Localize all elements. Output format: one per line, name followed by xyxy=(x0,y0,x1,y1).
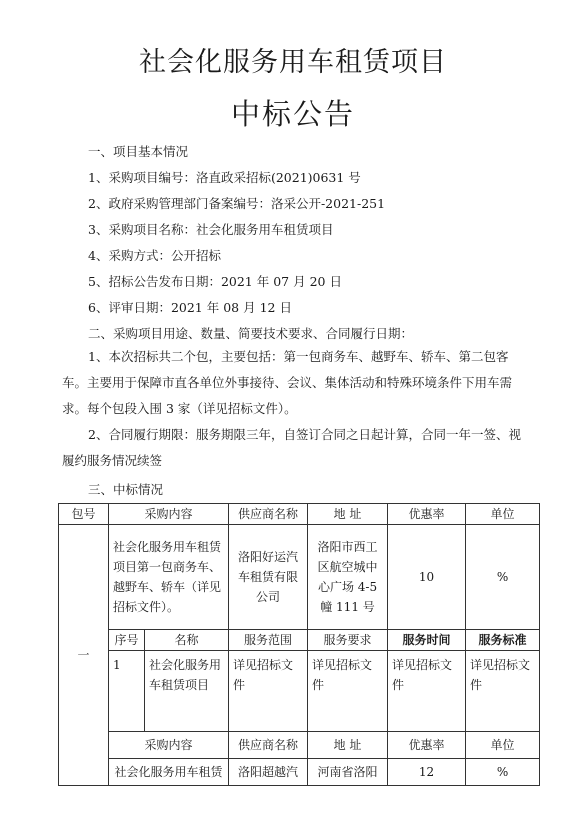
announcement-date: 5、招标公告发布日期：2021 年 07 月 20 日 xyxy=(88,274,342,289)
header2-supplier: 供应商名称 xyxy=(229,732,308,759)
section-2-paragraph-2: 2、合同履行期限：服务期限三年，自签订合同之日起计算，合同一年一签、视履约服务情况续签 xyxy=(62,427,521,468)
rate-cell-2: 12 xyxy=(388,759,466,786)
sub-standard-cell: 详见招标文件 xyxy=(466,651,540,732)
header2-address: 地 址 xyxy=(308,732,388,759)
review-date: 6、评审日期：2021 年 08 月 12 日 xyxy=(88,300,292,315)
section-2-heading: 二、采购项目用途、数量、简要技术要求、合同履行日期： xyxy=(88,326,414,341)
sub-header-row xyxy=(59,630,540,651)
sub-header-name: 名称 xyxy=(145,630,229,651)
sub-header-time: 服务时间 xyxy=(388,630,466,651)
supplier-cell-2: 洛阳超越汽 xyxy=(229,759,308,786)
title-line-1: 社会化服务用车租赁项目 xyxy=(139,47,447,78)
header-unit: 单位 xyxy=(466,504,540,525)
section-2-paragraph-1: 1、本次招标共二个包，主要包括：第一包商务车、越野车、轿车、第二包客车。主要用于保障市直各单位外事接待、会议、集体活动和特殊环境条件下用车需求。每个包段入围 3 家（详见招标文件）。 xyxy=(62,349,513,416)
table-row xyxy=(59,525,540,630)
address-cell-2: 河南省洛阳 xyxy=(308,759,388,786)
table-header-row xyxy=(59,504,540,525)
sub-requirement-cell: 详见招标文件 xyxy=(308,651,388,732)
sub-scope-cell: 详见招标文件 xyxy=(229,651,308,732)
sub-no-cell: 1 xyxy=(109,651,145,732)
project-number: 1、采购项目编号：洛直政采招标(2021)0631 号 xyxy=(88,170,361,185)
header-package-no: 包号 xyxy=(59,504,109,525)
sub-name-cell: 社会化服务用车租赁项目 xyxy=(145,651,229,732)
rate-cell: 10 xyxy=(388,525,466,630)
sub-header-standard: 服务标准 xyxy=(466,630,540,651)
header-address: 地 址 xyxy=(308,504,388,525)
sub-header-requirement: 服务要求 xyxy=(308,630,388,651)
unit-cell: % xyxy=(466,525,540,630)
table-header-row-2 xyxy=(59,732,540,759)
section-1-heading: 一、项目基本情况 xyxy=(88,144,189,159)
header2-rate: 优惠率 xyxy=(388,732,466,759)
table-row xyxy=(59,651,540,732)
filing-number: 2、政府采购管理部门备案编号：洛采公开-2021-251 xyxy=(88,196,386,211)
award-table xyxy=(58,503,540,786)
supplier-cell: 洛阳好运汽车租赁有限公司 xyxy=(229,525,308,630)
address-cell: 洛阳市西工区航空城中心广场 4-5 幢 111 号 xyxy=(308,525,388,630)
sub-header-scope: 服务范围 xyxy=(229,630,308,651)
header-content: 采购内容 xyxy=(109,504,229,525)
table-row xyxy=(59,759,540,786)
package-no-cell: 一 xyxy=(59,525,109,786)
procurement-method: 4、采购方式：公开招标 xyxy=(88,248,221,263)
content-cell-2: 社会化服务用车租赁 xyxy=(109,759,229,786)
header-supplier: 供应商名称 xyxy=(229,504,308,525)
header2-unit: 单位 xyxy=(466,732,540,759)
sub-header-no: 序号 xyxy=(109,630,145,651)
section-3-heading: 三、中标情况 xyxy=(88,482,164,497)
sub-time-cell: 详见招标文件 xyxy=(388,651,466,732)
header2-content: 采购内容 xyxy=(109,732,229,759)
title-line-2: 中标公告 xyxy=(230,97,355,131)
content-cell: 社会化服务用车租赁项目第一包商务车、越野车、轿车（详见招标文件）。 xyxy=(109,525,229,630)
project-name: 3、采购项目名称：社会化服务用车租赁项目 xyxy=(88,222,334,237)
header-rate: 优惠率 xyxy=(388,504,466,525)
unit-cell-2: % xyxy=(466,759,540,786)
